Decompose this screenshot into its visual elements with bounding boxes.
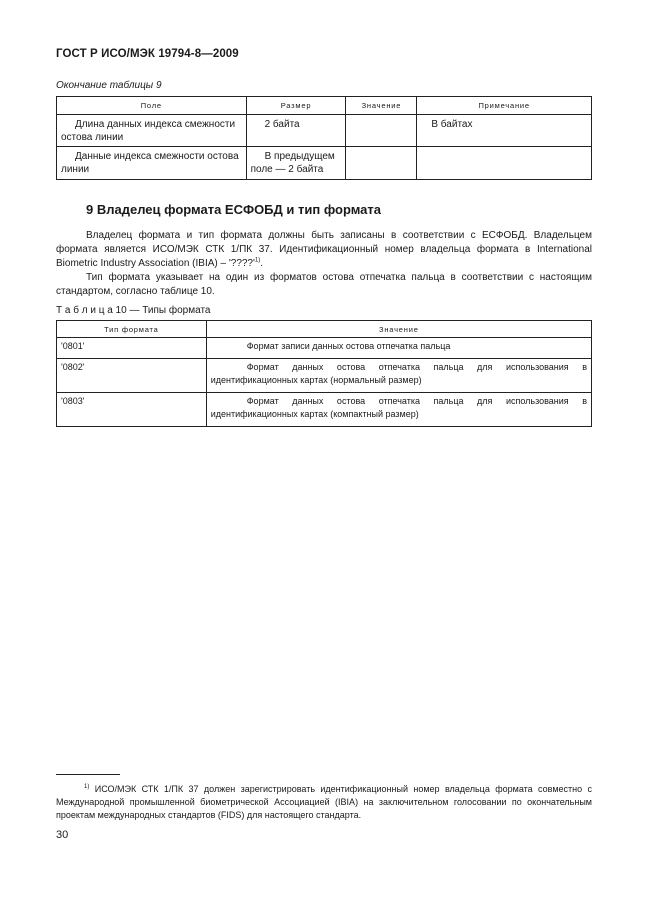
table10-cell-value (206, 359, 591, 393)
table10-cell-type: '0802' (57, 359, 207, 393)
table10-header-row (57, 321, 592, 338)
paragraph-format-type (56, 271, 592, 299)
paragraph-text: Тип формата указывает на один из форматов остова отпечатка пальца в соответствии с настоящим стандартом, согласно таблице 10. (56, 272, 592, 297)
paragraph-format-owner (56, 229, 592, 271)
table10-value-text: Формат данных остова отпечатка пальца для использования в идентификационных картах (нормальный размер) (210, 362, 587, 385)
table10-cell-value (206, 338, 591, 359)
table9-header-cell: Значение (346, 97, 417, 115)
table10-header-cell: Тип формата (57, 321, 207, 338)
table10-cell-type: '0801' (57, 338, 207, 359)
table9 (56, 96, 592, 180)
table-row (57, 147, 592, 180)
table9-cell-note (417, 147, 592, 180)
table10-caption: Т а б л и ц а 10 — Типы формата (56, 305, 211, 316)
document-header: ГОСТ Р ИСО/МЭК 19794-8—2009 (56, 48, 239, 60)
table10-value-text: Формат записи данных остова отпечатка пальца (246, 341, 451, 351)
table9-cell-field: Длина данных индекса смежности остова линии (57, 115, 247, 147)
table10-value-text: Формат данных остова отпечатка пальца для использования в идентификационных картах (компактный размер) (210, 396, 587, 419)
footnote-text: ИСО/МЭК СТК 1/ПК 37 должен зарегистрировать идентификационный номер владельца формата совместно с Международной промышленной биометрической Ассоциацией (IBIA) на заключительном голосовании по окончательным проектам международных стандартов (FIDS) для настоящего стандарта. (56, 784, 592, 820)
table-row (57, 359, 592, 393)
footnote-divider (56, 774, 120, 775)
paragraph-text: Владелец формата и тип формата должны быть записаны в соответствии с ЕСФОБД. Владельцем формата является ИСО/МЭК СТК 1/ПК 37. Идентификационный номер владельца формата в International Biometric Industry Association (IBIA) – '????' (56, 230, 592, 269)
table10-cell-type: '0803' (57, 393, 207, 427)
footnote (56, 783, 592, 822)
table10-header-cell: Значение (206, 321, 591, 338)
table-row (57, 338, 592, 359)
footnote-reference[interactable]: 1) (254, 257, 261, 264)
table9-header-cell: Поле (57, 97, 247, 115)
section-title: 9 Владелец формата ЕСФОБД и тип формата (86, 202, 382, 217)
table-row (57, 393, 592, 427)
table9-cell-value (346, 147, 417, 180)
table9-header-row (57, 97, 592, 115)
footnote-marker: 1) (84, 784, 90, 790)
table-row (57, 115, 592, 147)
table10 (56, 320, 592, 427)
paragraph-text-end: . (260, 258, 264, 269)
table10-cell-value (206, 393, 591, 427)
table9-cell-value (346, 115, 417, 147)
table9-header-cell: Размер (246, 97, 346, 115)
page-number: 30 (56, 829, 69, 841)
table9-header-cell: Примечание (417, 97, 592, 115)
table9-cell-field: Данные индекса смежности остова линии (57, 147, 247, 180)
table9-cell-note: В байтах (417, 115, 592, 147)
table9-caption: Окончание таблицы 9 (56, 80, 162, 91)
table9-cell-size: 2 байта (246, 115, 346, 147)
table9-cell-size: В предыдущем поле — 2 байта (246, 147, 346, 180)
